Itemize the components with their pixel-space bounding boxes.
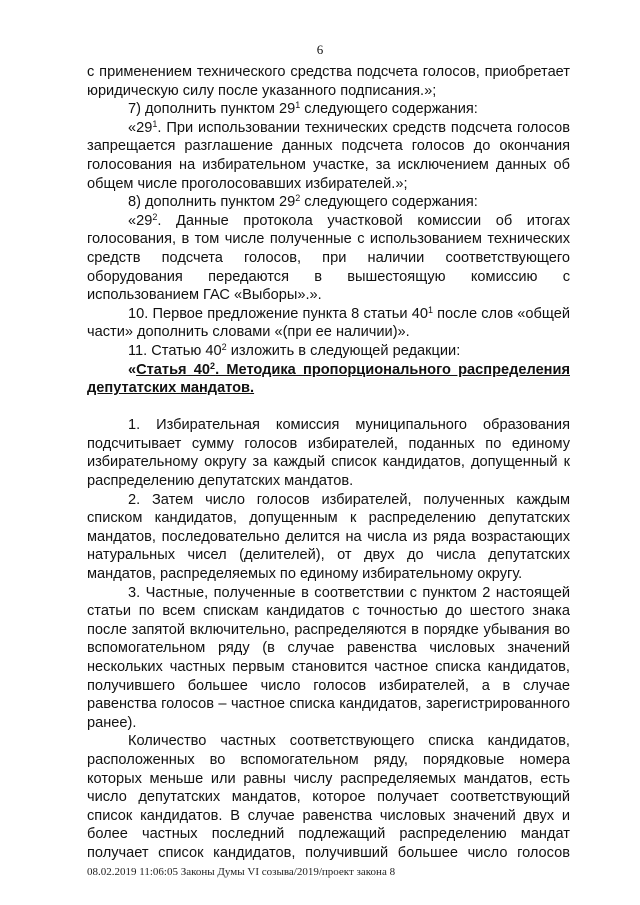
paragraph: 10. Первое предложение пункта 8 статьи $40^1$ после слов «общей части» дополнить словами «(при ее наличии)».	[87, 304, 570, 341]
page-number: 6	[316, 42, 324, 57]
paragraph: «$29^1$. При использовании технических средств подсчета голосов запрещается разглашение данных подсчета голосов до окончания голосования на избирательном участке, за исключением данных об общем числе проголосовавших избирателей.»;	[87, 118, 570, 192]
paragraph: 7) дополнить пунктом $29^1$ следующего содержания:	[128, 100, 478, 118]
document-body	[87, 63, 570, 863]
article-title: «Статья $40^2$. Методика пропорционального распределения депутатских мандатов.	[87, 360, 570, 397]
paragraph: Количество частных соответствующего списка кандидатов, расположенных во вспомогательном ряду, порядковые номера которых меньше или равны числу распределяемых мандатов, есть число депутатских мандатов, которое получает соответствующий список кандидатов. В случае равенства числовых значений двух и более частных последний подлежащий распределению мандат получает список кандидатов, получивший большее число голосов	[87, 733, 570, 861]
paragraph: 8) дополнить пунктом $29^2$ следующего содержания:	[128, 193, 478, 211]
paragraph: с применением технического средства подсчета голосов, приобретает юридическую силу после указанного подписания.»;	[87, 64, 570, 99]
paragraph: «$29^2$. Данные протокола участковой комиссии об итогах голосования, в том числе полученные с использованием технических средств подсчета голосов, при наличии соответствующего оборудования передаются в вышестоящую комиссию с использованием ГАС «Выборы».».	[87, 211, 570, 304]
paragraph: 11. Статью $40^2$ изложить в следующей редакции:	[128, 341, 461, 359]
footer-path: 08.02.2019 11:06:05 Законы Думы VI созыва/2019/проект закона 8	[87, 866, 396, 878]
paragraph: 1. Избирательная комиссия муниципального образования подсчитывает сумму голосов избирателей, поданных по единому избирательному округу за каждый список кандидатов, допущенный к распределению депутатских мандатов.	[87, 417, 570, 490]
paragraph: 3. Частные, полученные в соответствии с пунктом 2 настоящей статьи по всем спискам кандидатов с точностью до шестого знака после запятой включительно, распределяются в порядке убывания во вспомогательном ряду (в случае равенства числовых значений нескольких частных первым становится частное списка кандидатов, получившего большее число голосов избирателей, а в случае равенства голосов – частное списка кандидатов, зарегистрированного ранее).	[87, 584, 570, 731]
paragraph: 2. Затем число голосов избирателей, полученных каждым списком кандидатов, допущенным к распределению депутатских мандатов, последовательно делится на числа из ряда возрастающих натуральных чисел (делителей), от двух до числа депутатских мандатов, распределяемых по единому избирательному округу.	[87, 491, 570, 583]
